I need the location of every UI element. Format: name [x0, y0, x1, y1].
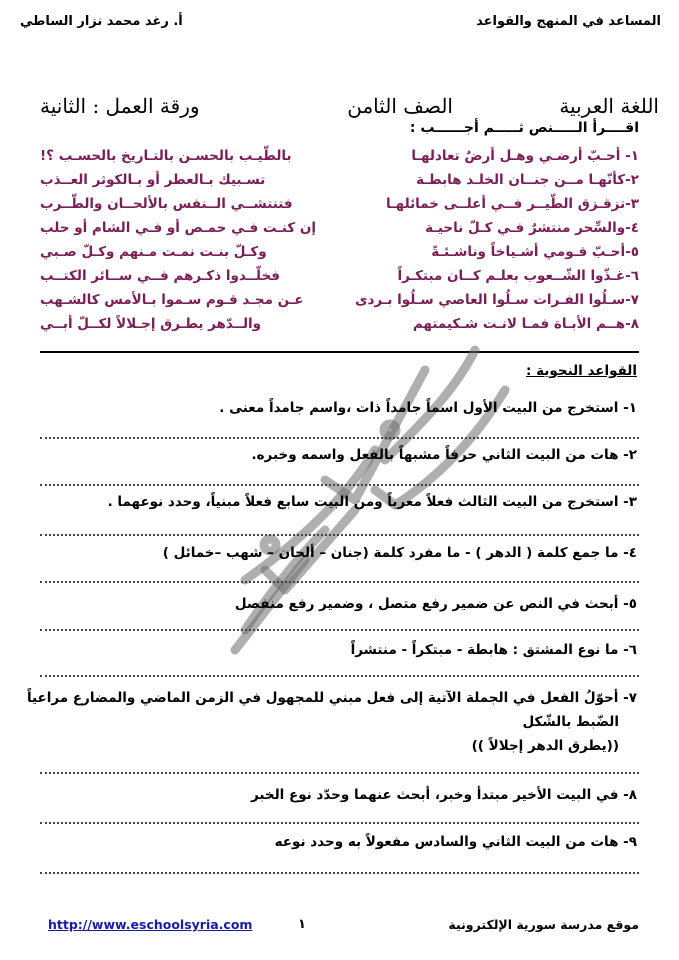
- poem-verse-1-second: بالطّيـب بالحسـن بالتـاريخ بالحسـب ؟!: [40, 148, 292, 164]
- watermark-stroke: [325, 370, 425, 500]
- poem-verse-5-second: وكـلّ بنـت نمـت مـنهم وكـلّ صـبي: [40, 244, 267, 260]
- answer-line[interactable]: [40, 629, 639, 631]
- answer-line[interactable]: [40, 675, 639, 677]
- question-8: ٨- في البيت الأخير مبتدأ وخبر، أبحث عنهما وحدّد نوع الخبر: [250, 787, 637, 803]
- answer-line[interactable]: [40, 772, 639, 774]
- question-7: ٧- أحوّلُ الفعل في الجملة الآتية إلى فعل مبني للمجهول في الزمن الماضي والمضارع مراعياً: [26, 690, 637, 706]
- header-author: أ. رغد محمد نزار الساطي: [20, 14, 183, 29]
- poem-verse-7-first: ٧-سـلُوا الفـرات سـلُوا العاصي سـلُوا بـردى: [355, 292, 639, 308]
- question-6: ٦- ما نوع المشتق : هابطة - مبتكراً - منتشراً: [350, 642, 637, 658]
- poem-verse-1-first: ١- أحـبّ أرضـي وهـل أرضٌ تعادلهـا: [411, 148, 639, 164]
- poem-verse-3-second: فتنتشــي الــنفس بالألحــان والطّــرب: [40, 196, 293, 212]
- poem-verse-8-second: والــدّهر يطـرق إجـلالاً لكــلّ أبــي: [40, 316, 262, 332]
- question-5: ٥- أبحث في النص عن ضمير رفع متصل ، وضمير رفع منفصل: [234, 596, 637, 612]
- question-7-quote: ((يطرق الدهر إجلالاً )): [471, 738, 619, 754]
- grade-title: الصف الثامن: [347, 94, 453, 118]
- watermark-dot: [384, 424, 396, 436]
- poem-verse-5-first: ٥-أحـبّ قـومي أشـياخاً وناشـئـةً: [431, 244, 639, 260]
- poem-verse-7-second: عـن مجـد قـوم سـموا بـالأمس كالشـهب: [40, 292, 304, 308]
- answer-line[interactable]: [40, 822, 639, 824]
- poem-verse-4-first: ٤-والسِّحر منتشرٌ فـي كـلّ ناحيـة: [425, 220, 639, 236]
- answer-line[interactable]: [40, 534, 639, 536]
- page-number: ١: [298, 917, 306, 932]
- poem-verse-3-first: ٣-تزقـزق الطّيــر فــي أعلــى خمائلهـا: [385, 196, 639, 212]
- answer-line[interactable]: [40, 437, 639, 439]
- poem-verse-2-second: تسـبيك بـالعطر أو بـالكوثر العــذب: [40, 172, 266, 188]
- question-2: ٢- هات من البيت الثاني حرفاً مشبهاً بالفعل واسمه وخبره.: [251, 447, 637, 463]
- question-3: ٣- استخرج من البيت الثالث فعلاً معرباً ومن البيت سابع فعلاً مبنياً، وحدد نوعهما .: [107, 494, 637, 510]
- question-7-line-2: الضّبط بالشّكل: [522, 714, 619, 730]
- answer-line[interactable]: [40, 872, 639, 874]
- answer-line[interactable]: [40, 581, 639, 583]
- section-divider: [40, 351, 639, 353]
- poem-verse-6-first: ٦-غـذّوا الشّــعوب بعلـم كــان مبتكـراً: [397, 268, 639, 284]
- subject-title: اللغة العربية: [559, 94, 659, 118]
- question-9: ٩- هات من البيت الثاني والسادس مفعولاً به وحدد نوعه: [274, 834, 637, 850]
- footer-link[interactable]: http://www.eschoolsyria.com: [48, 917, 253, 932]
- grammar-section-title: القواعد النحوية :: [526, 363, 637, 379]
- poem-verse-6-second: فخلّــدوا ذكـرهم فــي ســائر الكتــب: [40, 268, 281, 284]
- worksheet-title: ورقة العمل : الثانية: [40, 94, 200, 118]
- poem-verse-2-first: ٢-كأنّهـا مــن جنــان الخلـد هابطـة: [416, 172, 639, 188]
- footer-site-name: موقع مدرسة سورية الإلكترونية: [448, 917, 639, 932]
- header-title: المساعد في المنهج والقواعد: [476, 14, 661, 29]
- question-1: ١- استخرج من البيت الأول اسماً جامداً ذات ،واسم جامداً معنى .: [219, 400, 637, 416]
- answer-line[interactable]: [40, 484, 639, 486]
- reading-instruction: اقــــرأ الـــــنص ثـــــم أجــــــب :: [409, 120, 639, 136]
- poem-verse-8-first: ٨-هــم الأبـاة فمـا لانـت شـكيمتهم: [412, 316, 639, 332]
- question-4: ٤- ما جمع كلمة ( الدهر ) - ما مفرد كلمة (جنان – ألحان – شهب –خمائل ): [162, 545, 637, 561]
- poem-verse-4-second: إن كنـت فـي حمـص أو فـي الشام أو حلب: [40, 220, 317, 236]
